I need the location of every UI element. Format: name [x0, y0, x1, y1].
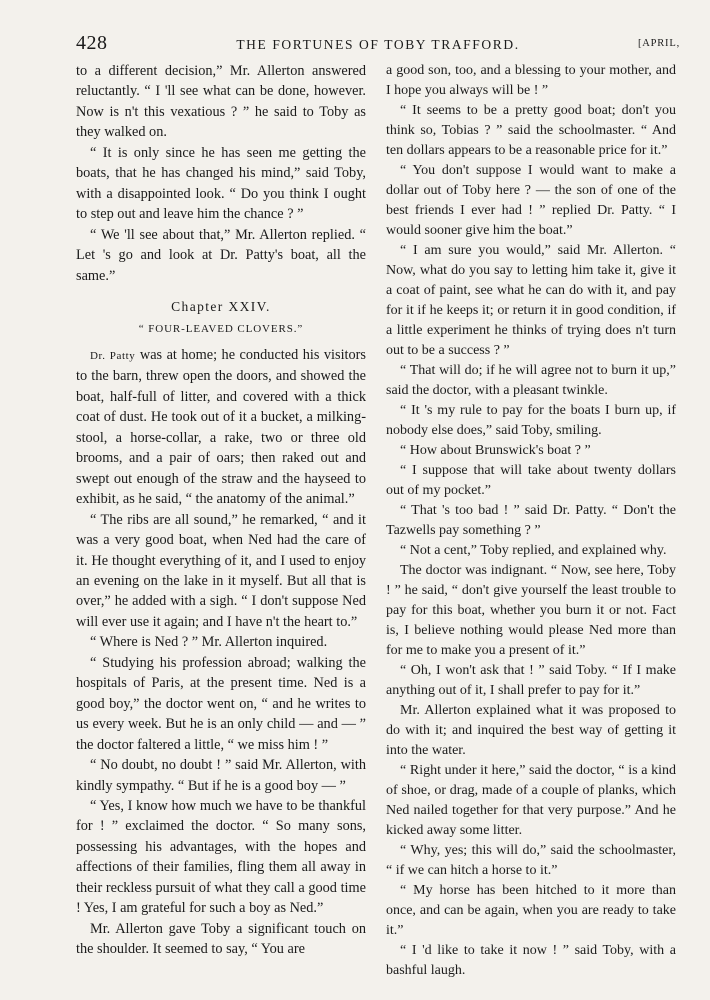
paragraph: “ It 's my rule to pay for the boats I burn up, if nobody else does,” said Toby, smiling.	[386, 403, 676, 438]
paragraph: “ Not a cent,” Toby replied, and explained why.	[400, 543, 667, 558]
paragraph: “ Where is Ned ? ” Mr. Allerton inquired.	[90, 634, 328, 651]
paragraph: “ I 'd like to take it now ! ” said Toby, with a bashful laugh.	[386, 943, 676, 978]
paragraph: “ I am sure you would,” said Mr. Allerton. “ Now, what do you say to letting him take it, give it a coat of paint, see what he can do with it, and pay for it if he keeps it; or return it in good condition, if a little experiment he thinks of trying does n't turn out to be a success ? ”	[386, 243, 676, 358]
paragraph: The doctor was indignant. “ Now, see here, Toby ! ” he said, “ don't give yourself the least trouble to pay for this boat, whether you burn it or not. Fact is, I believe nothing would please Ned more than for me to make you a present of it.”	[386, 563, 676, 658]
paragraph: “ Right under it here,” said the doctor, “ is a kind of shoe, or drag, made of a couple of planks, which Ned nailed together for that very purpose.” And he kicked away some litter.	[386, 763, 676, 838]
chapter-heading: Chapter XXIV.	[171, 298, 271, 314]
paragraph: “ I suppose that will take about twenty dollars out of my pocket.”	[386, 463, 676, 498]
paragraph: “ No doubt, no doubt ! ” said Mr. Allerton, with kindly sympathy. “ But if he is a good boy — ”	[76, 757, 366, 794]
right-column	[386, 61, 676, 981]
paragraph: “ We 'll see about that,” Mr. Allerton replied. “ Let 's go and look at Dr. Patty's boat, all the same.”	[76, 226, 366, 284]
paragraph: “ My horse has been hitched to it more than once, and can be again, when you are ready to take it.”	[386, 883, 676, 938]
page-number: 428	[76, 32, 108, 54]
paragraph: “ It is only since he has seen me getting the boats, that he has changed his mind,” said Toby, with a disappointed look. “ Do you think I ought to step out and leave him the chance ? ”	[76, 144, 366, 223]
issue-month: [APRIL,	[637, 38, 680, 49]
paragraph: “ That 's too bad ! ” said Dr. Patty. “ Don't the Tazwells pay something ? ”	[386, 503, 676, 538]
paragraph: “ How about Brunswick's boat ? ”	[400, 443, 591, 458]
paragraph	[76, 345, 366, 510]
paragraph: a good son, too, and a blessing to your mother, and I hope you always will be ! ”	[386, 63, 676, 98]
running-title: THE FORTUNES OF TOBY TRAFFORD.	[236, 37, 520, 52]
paragraph: “ That will do; if he will agree not to burn it up,” said the doctor, with a pleasant twinkle.	[386, 363, 676, 398]
paragraph: “ The ribs are all sound,” he remarked, “ and it was a very good boat, when Ned had the care of it. He thought everything of it, and I used to enjoy an evening on the lake in it myself. But all that is over,” he added with a sigh. “ I don't suppose Ned will ever use it again; and I have n't the heart to.”	[76, 511, 366, 630]
chapter-subtitle: “ FOUR-LEAVED CLOVERS.”	[138, 322, 304, 335]
paragraph-lead-smallcaps: Dr. Patty	[90, 349, 136, 362]
paragraph: “ You don't suppose I would want to make a dollar out of Toby here ? — the son of one of the best friends I ever had ! ” replied Dr. Patty. “ I would sooner give him the boat.”	[386, 163, 676, 238]
paragraph: “ Studying his profession abroad; walking the hospitals of Paris, at the present time. Ned is a good boy,” the doctor went on, “ and he writes to us every week. But he is an only child — and — ” the doctor faltered a little, “ we miss him ! ”	[76, 654, 366, 753]
paragraph: “ Oh, I won't ask that ! ” said Toby. “ If I make anything out of it, I shall prefer to pay for it.”	[386, 663, 676, 698]
paragraph: “ It seems to be a pretty good boat; don't you think so, Tobias ? ” said the schoolmaster. “ And ten dollars appears to be a reasonable price for it.”	[386, 103, 676, 158]
paragraph: to a different decision,” Mr. Allerton answered reluctantly. “ I 'll see what can be done, however. Now is n't this vexatious ? ” he said to Toby as they walked on.	[76, 63, 366, 141]
paragraph: Mr. Allerton gave Toby a significant touch on the shoulder. It seemed to say, “ You are	[76, 920, 366, 958]
paragraph: Mr. Allerton explained what it was proposed to do with it; and inquired the best way of getting it into the water.	[386, 703, 676, 758]
left-column	[76, 61, 366, 960]
paragraph: “ Why, yes; this will do,” said the schoolmaster, “ if we can hitch a horse to it.”	[386, 843, 676, 878]
paragraph: “ Yes, I know how much we have to be thankful for ! ” exclaimed the doctor. “ So many sons, possessing his advantages, with the hopes and affections of their families, fling them all away in their reckless pursuit of what they call a good time ! Yes, I am grateful for such a boy as Ned.”	[76, 797, 366, 917]
paragraph-text: was at home; he conducted his visitors to the barn, threw open the doors, and showed the boat, half-full of litter, and covered with a thick coat of dust. He took out of it a bucket, a milking-stool, a horse-collar, a rake, two or three old brooms, and a pair of oars; then raked out and swept out enough of the straw and the hayseed to exhibit, as he said, “ the anatomy of the animal.”	[76, 346, 366, 508]
page-header	[76, 32, 680, 56]
